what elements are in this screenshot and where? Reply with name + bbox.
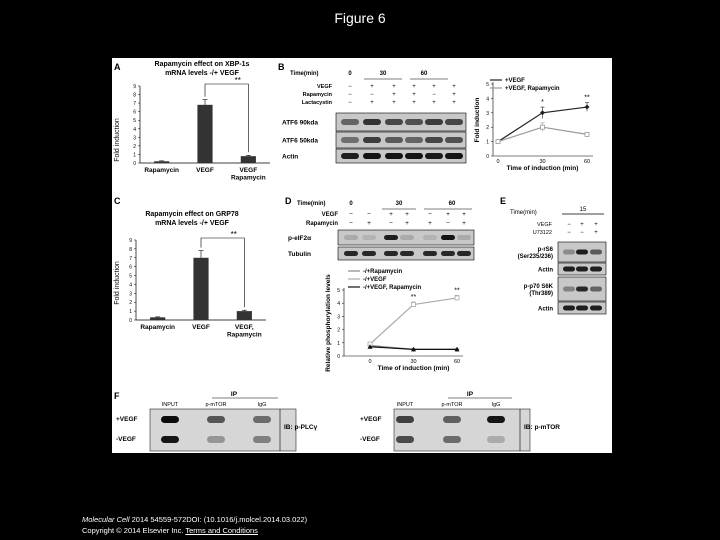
data-point	[585, 132, 589, 136]
ip-label: IP	[230, 391, 238, 398]
column-label: p-mTOR	[205, 402, 227, 408]
x-axis-label: Time of induction (min)	[506, 165, 579, 172]
category-label: VEGF	[192, 324, 210, 331]
time-label: 60	[448, 201, 456, 207]
blot-label: Actin	[538, 267, 553, 274]
y-axis-label: Relative phosphorylation levels	[325, 274, 332, 372]
x-axis-label: Time of induction (min)	[377, 365, 450, 372]
blot-band	[405, 137, 423, 143]
panel-a-title-2: mRNA levels -/+ VEGF	[165, 70, 239, 77]
treatment-sign: +	[370, 84, 374, 90]
bar	[197, 105, 212, 163]
treatment-sign: −	[370, 92, 374, 98]
legend-entry: +VEGF	[505, 78, 525, 84]
blot-label: ATF6 50kda	[282, 137, 319, 145]
column-label: IgG	[491, 402, 501, 408]
y-tick-label: 4	[129, 282, 132, 289]
x-tick-label: 0	[368, 359, 372, 365]
blot-band	[457, 235, 471, 240]
data-point	[455, 296, 459, 300]
blot-band	[341, 119, 359, 125]
treatment-sign: +	[446, 211, 450, 218]
treatment-sign: −	[428, 211, 432, 218]
panel-d	[285, 196, 474, 372]
category-label: VEGF, Rapamycin	[226, 324, 262, 339]
panel-e-time-label: Time(min)	[510, 210, 537, 216]
row-label: -VEGF	[360, 436, 380, 443]
blot-label: Actin	[282, 153, 299, 161]
blot-band	[253, 436, 271, 443]
y-tick-label: 5	[337, 288, 340, 294]
y-tick-label: 0	[486, 154, 489, 160]
blot-band	[445, 119, 463, 125]
bar	[193, 258, 208, 320]
treatment-sign: +	[370, 100, 374, 106]
y-tick-label: 2	[129, 300, 132, 307]
blot-band	[425, 137, 443, 143]
time-label: 0	[348, 71, 352, 77]
category-label: VEGF Rapamycin	[230, 167, 266, 182]
blot-band	[207, 436, 225, 443]
treatment-sign: −	[432, 92, 436, 98]
treatment-sign: +	[392, 100, 396, 106]
blot-band	[400, 251, 414, 256]
y-tick-label: 5	[133, 118, 136, 125]
y-tick-label: 6	[133, 109, 136, 116]
treatment-sign: +	[452, 100, 456, 106]
bar	[150, 317, 165, 320]
y-tick-label: 1	[129, 309, 132, 316]
y-tick-label: 1	[337, 340, 340, 347]
treatment-sign: −	[367, 211, 371, 218]
blot-band	[161, 416, 179, 423]
figure-canvas	[112, 58, 612, 453]
y-tick-label: 3	[337, 314, 340, 321]
y-tick-label: 3	[129, 291, 132, 298]
data-point	[412, 303, 416, 307]
blot-band	[344, 251, 358, 256]
treatment-sign: +	[405, 211, 409, 218]
treatment-sign: +	[594, 222, 598, 228]
blot-strip	[394, 409, 530, 451]
citation-details: 2014 54559-572DOI: (10.1016/j.molcel.2014.03.022)	[129, 515, 308, 524]
blot-band	[362, 251, 376, 256]
blot-band	[443, 416, 461, 423]
blot-band	[396, 436, 414, 443]
data-point	[585, 105, 590, 110]
treatment-sign: −	[580, 230, 584, 236]
significance-label: **	[234, 76, 241, 85]
blot-band	[563, 267, 575, 272]
blot-band	[385, 153, 403, 159]
treatment-label: VEGF	[317, 84, 332, 90]
blot-band	[425, 119, 443, 125]
column-label: INPUT	[396, 402, 414, 408]
y-tick-label: 7	[133, 101, 136, 108]
blot-band	[590, 250, 602, 255]
blot-label: ATF6 90kda	[282, 119, 319, 127]
blot-band	[363, 119, 381, 125]
ip-label: IP	[466, 391, 474, 398]
significance-label: **	[230, 230, 237, 239]
terms-link[interactable]: Terms and Conditions	[185, 526, 258, 535]
blot-band	[341, 137, 359, 143]
y-tick-label: 0	[129, 318, 132, 324]
treatment-label: Lactacystin	[301, 100, 332, 106]
blot-band	[385, 137, 403, 143]
row-label: -VEGF	[116, 436, 136, 443]
chart-d	[325, 269, 463, 372]
blot-band	[384, 251, 398, 256]
category-label: Rapamycin	[144, 167, 180, 174]
x-tick-label: 30	[539, 159, 546, 165]
blot-band	[576, 287, 588, 292]
blot-band	[445, 137, 463, 143]
treatment-sign: −	[348, 84, 352, 90]
treatment-sign: −	[349, 220, 353, 227]
chart-a	[133, 76, 270, 182]
treatment-sign: −	[348, 100, 352, 106]
blot-band	[487, 436, 505, 443]
blot-e	[518, 222, 606, 314]
y-tick-label: 9	[129, 238, 132, 244]
significance-label: *	[541, 99, 544, 107]
blot-band	[400, 235, 414, 240]
y-tick-label: 3	[486, 110, 489, 117]
x-tick-label: 60	[453, 359, 461, 365]
y-tick-label: 9	[133, 84, 136, 90]
y-axis-label: Fold induction	[474, 97, 481, 143]
y-tick-label: 1	[486, 139, 489, 146]
blot-strip	[150, 409, 296, 451]
treatment-label: Rapamycin	[305, 221, 338, 227]
blot-label: p-rS6 (Ser235/236)	[517, 247, 553, 260]
blot-band	[576, 267, 588, 272]
row-label: +VEGF	[360, 416, 382, 423]
citation-copyright: Copyright © 2014 Elsevier Inc.	[82, 526, 184, 535]
treatment-sign: −	[349, 211, 353, 218]
treatment-sign: +	[389, 211, 393, 218]
data-point	[541, 125, 545, 129]
panel-b-time-label: Time(min)	[290, 71, 319, 77]
bar	[237, 311, 252, 320]
blot-band	[363, 137, 381, 143]
bar	[154, 161, 169, 163]
treatment-sign: −	[567, 230, 571, 236]
y-tick-label: 6	[129, 264, 132, 271]
y-tick-label: 0	[133, 161, 136, 167]
treatment-sign: +	[432, 100, 436, 106]
significance-label: **	[454, 287, 460, 295]
panel-f	[114, 391, 560, 451]
treatment-sign: +	[367, 220, 371, 227]
treatment-label: U73122	[532, 230, 552, 236]
treatment-sign: +	[412, 100, 416, 106]
treatment-sign: +	[428, 220, 432, 227]
blot-band	[590, 287, 602, 292]
blot-band	[563, 287, 575, 292]
blot-band	[445, 153, 463, 159]
legend-entry: +VEGF, Rapamycin	[505, 86, 560, 92]
panel-e-letter: E	[500, 196, 507, 206]
blot-band	[563, 250, 575, 255]
blot-label: Tubulin	[288, 251, 311, 258]
column-label: INPUT	[161, 402, 179, 408]
treatment-sign: +	[392, 92, 396, 98]
blot-band	[405, 119, 423, 125]
y-tick-label: 4	[486, 96, 489, 103]
ib-label: IB: p-PLCγ	[284, 424, 318, 431]
data-point	[496, 140, 500, 144]
panel-b-letter: B	[278, 62, 285, 72]
time-label: 60	[420, 71, 428, 77]
y-tick-label: 1	[133, 152, 136, 159]
category-label: Rapamycin	[140, 324, 176, 331]
time-label: 0	[349, 201, 353, 207]
x-tick-label: 30	[410, 359, 417, 365]
blot-label: p-p70 S6K (Thr389)	[523, 284, 553, 297]
citation-line-1	[82, 514, 307, 525]
blot-band	[425, 153, 443, 159]
time-label: 30	[379, 71, 387, 77]
blot-b	[282, 71, 466, 163]
blot-band	[441, 235, 455, 240]
treatment-label: Rapamycin	[302, 92, 332, 98]
y-tick-label: 7	[129, 255, 132, 262]
treatment-sign: +	[452, 84, 456, 90]
x-tick-label: 60	[583, 159, 591, 165]
panel-a-ylabel: Fold induction	[114, 118, 121, 162]
panel-c-letter: C	[114, 196, 121, 206]
treatment-label: VEGF	[537, 222, 552, 228]
legend-entry: -/+Rapamycin	[363, 269, 403, 275]
blot-band	[487, 416, 505, 423]
slide-title: Figure 6	[334, 10, 386, 26]
y-tick-label: 2	[133, 143, 136, 150]
panel-c-title-2: mRNA levels -/+ VEGF	[155, 220, 229, 227]
treatment-sign: +	[452, 92, 456, 98]
treatment-sign: +	[432, 84, 436, 90]
time-label: 30	[395, 201, 403, 207]
category-label: VEGF	[196, 167, 214, 174]
y-tick-label: 4	[337, 301, 340, 308]
blot-band	[344, 235, 358, 240]
blot-band	[457, 251, 471, 256]
y-tick-label: 8	[133, 92, 136, 99]
panel-e	[500, 196, 606, 314]
panel-f-letter: F	[114, 391, 120, 401]
legend-entry: -/+VEGF, Rapamycin	[363, 285, 422, 291]
treatment-sign: +	[405, 220, 409, 227]
treatment-sign: +	[412, 84, 416, 90]
blot-band	[207, 416, 225, 423]
panel-c-ylabel: Fold induction	[114, 261, 121, 305]
column-label: p-mTOR	[441, 402, 463, 408]
blot-band	[161, 436, 179, 443]
panel-b	[278, 62, 593, 172]
y-tick-label: 8	[129, 246, 132, 253]
y-tick-label: 3	[133, 135, 136, 142]
panel-a	[114, 61, 270, 182]
blot-band	[563, 306, 575, 311]
citation-journal: Molecular Cell	[82, 515, 130, 524]
panel-d-time-label: Time(min)	[297, 201, 326, 207]
y-tick-label: 0	[337, 354, 340, 360]
citation-line-2	[82, 525, 307, 536]
panel-a-letter: A	[114, 62, 121, 72]
blot-band	[441, 251, 455, 256]
x-tick-label: 0	[496, 159, 500, 165]
treatment-sign: +	[462, 220, 466, 227]
panel-a-title-1: Rapamycin effect on XBP-1s	[154, 61, 250, 68]
blot-band	[405, 153, 423, 159]
ib-label: IB: p-mTOR	[524, 424, 560, 431]
panel-d-letter: D	[285, 196, 292, 206]
figure-6	[112, 58, 612, 453]
blot-band	[423, 235, 437, 240]
blot-band	[362, 235, 376, 240]
y-tick-label: 2	[486, 125, 489, 132]
treatment-sign: +	[412, 92, 416, 98]
treatment-sign: −	[567, 222, 571, 228]
blot-band	[253, 416, 271, 423]
blot-band	[443, 436, 461, 443]
legend-entry: -/+VEGF	[363, 277, 387, 283]
y-tick-label: 4	[133, 126, 136, 133]
panel-c	[114, 196, 266, 339]
chart-b	[474, 78, 593, 172]
y-tick-label: 5	[486, 82, 489, 88]
blot-band	[384, 235, 398, 240]
y-tick-label: 5	[129, 273, 132, 280]
blot-d	[288, 201, 474, 260]
blot-band	[363, 153, 381, 159]
blot-f	[116, 391, 560, 451]
y-tick-label: 2	[337, 327, 340, 334]
treatment-sign: −	[389, 220, 393, 227]
blot-band	[590, 267, 602, 272]
citation	[82, 514, 307, 536]
significance-label: **	[410, 293, 417, 301]
blot-band	[341, 153, 359, 159]
blot-band	[385, 119, 403, 125]
treatment-sign: +	[462, 211, 466, 218]
treatment-sign: +	[580, 222, 584, 228]
significance-label: **	[584, 94, 590, 102]
blot-label: p-eIF2α	[288, 235, 312, 242]
blot-band	[590, 306, 602, 311]
treatment-label: VEGF	[321, 212, 338, 218]
treatment-sign: +	[594, 230, 598, 236]
chart-c	[129, 230, 266, 339]
treatment-sign: +	[392, 84, 396, 90]
column-label: IgG	[257, 402, 267, 408]
blot-label: Actin	[538, 306, 553, 313]
blot-band	[396, 416, 414, 423]
treatment-sign: −	[348, 92, 352, 98]
bar	[241, 156, 256, 163]
panel-e-time-value: 15	[579, 207, 587, 213]
blot-band	[423, 251, 437, 256]
treatment-sign: −	[446, 220, 450, 227]
panel-c-title-1: Rapamycin effect on GRP78	[145, 211, 239, 218]
row-label: +VEGF	[116, 416, 138, 423]
blot-band	[576, 306, 588, 311]
blot-band	[576, 250, 588, 255]
